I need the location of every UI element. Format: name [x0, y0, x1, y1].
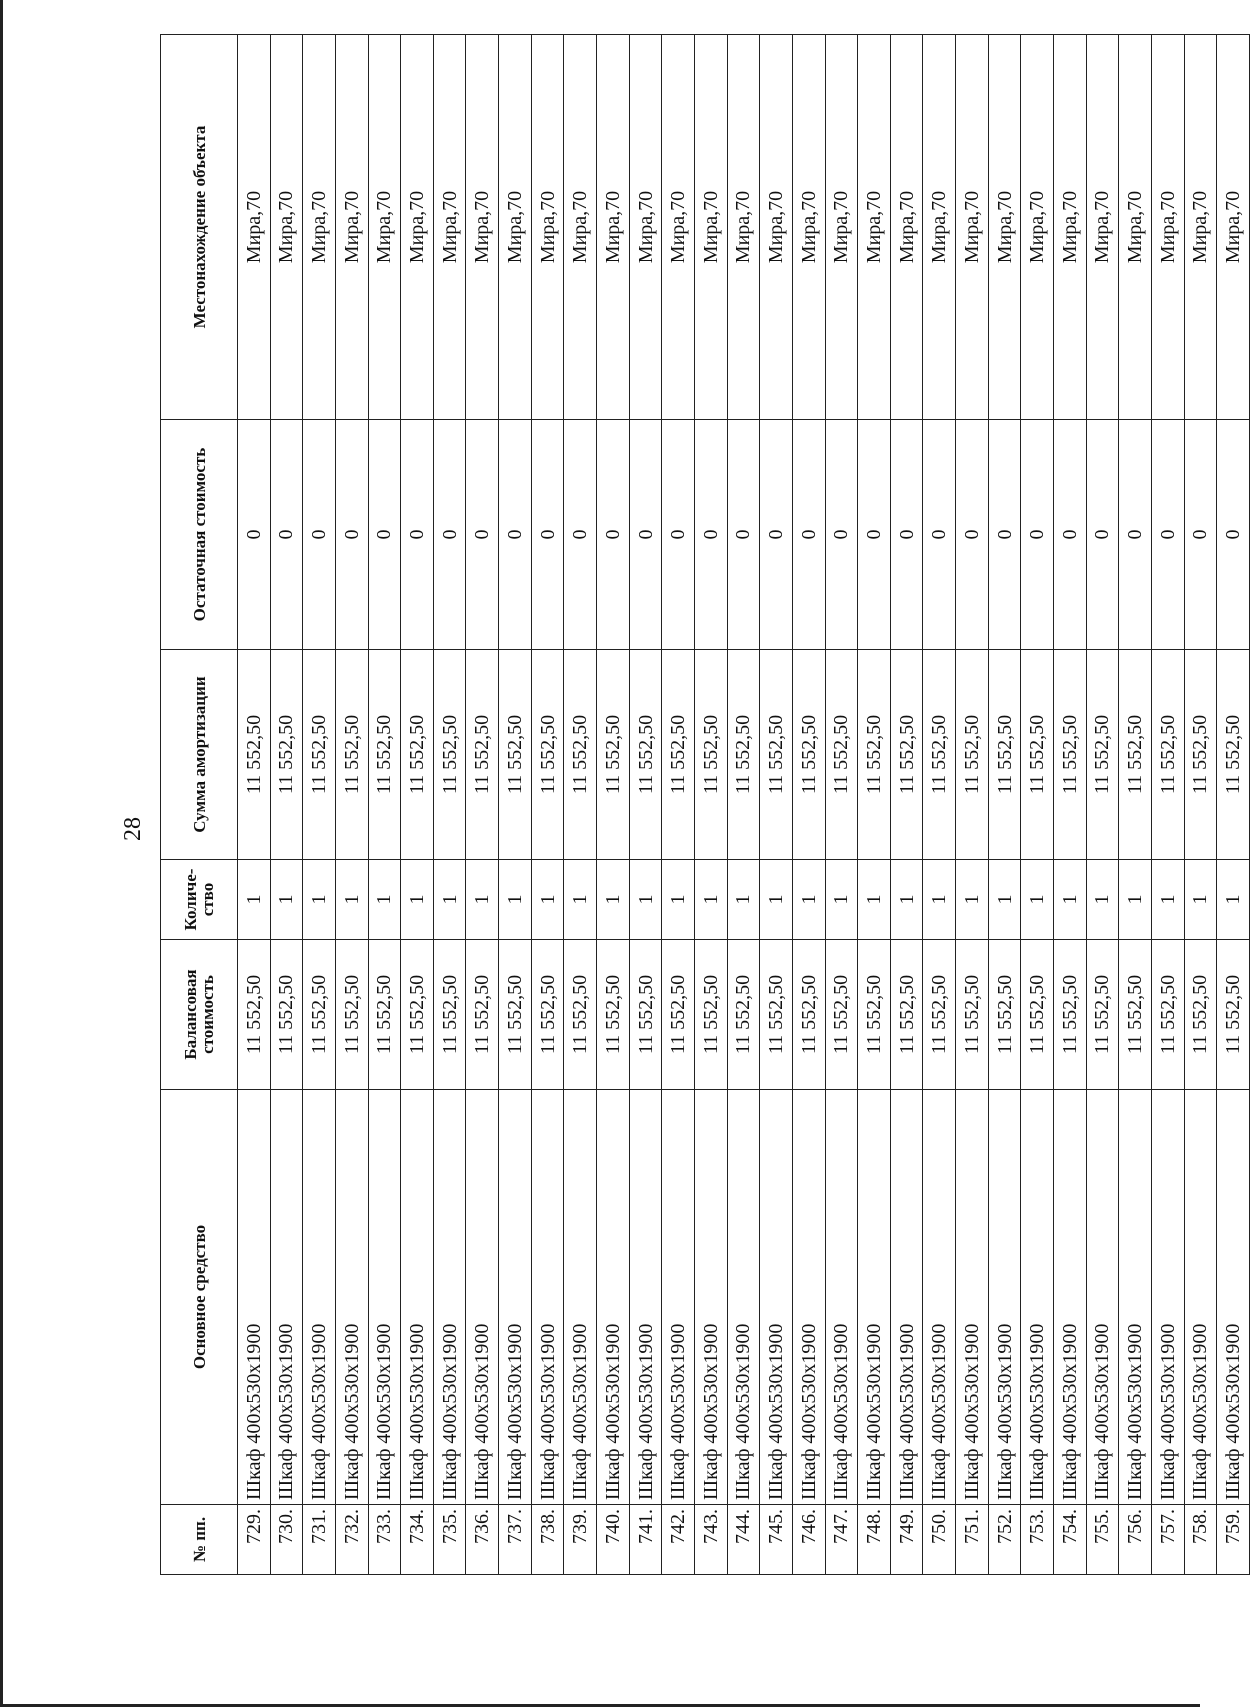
cell-residual-value: 0 [368, 420, 401, 650]
cell-number: 743. [694, 1505, 727, 1575]
cell-asset: Шкаф 400х530х1900 [466, 1090, 499, 1505]
cell-asset: Шкаф 400х530х1900 [1217, 1090, 1250, 1505]
cell-location: Мира,70 [499, 35, 532, 420]
cell-asset: Шкаф 400х530х1900 [727, 1090, 760, 1505]
table-row [303, 35, 336, 1575]
cell-asset: Шкаф 400х530х1900 [825, 1090, 858, 1505]
cell-quantity: 1 [988, 860, 1021, 940]
cell-quantity: 1 [238, 860, 271, 940]
cell-quantity: 1 [629, 860, 662, 940]
cell-location: Мира,70 [890, 35, 923, 420]
cell-quantity: 1 [1184, 860, 1217, 940]
cell-residual-value: 0 [1184, 420, 1217, 650]
cell-book-value: 11 552,50 [694, 940, 727, 1090]
cell-depreciation: 11 552,50 [662, 650, 695, 860]
cell-book-value: 11 552,50 [760, 940, 793, 1090]
cell-asset: Шкаф 400х530х1900 [531, 1090, 564, 1505]
cell-depreciation: 11 552,50 [956, 650, 989, 860]
cell-location: Мира,70 [923, 35, 956, 420]
cell-asset: Шкаф 400х530х1900 [368, 1090, 401, 1505]
cell-location: Мира,70 [564, 35, 597, 420]
table-row [1086, 35, 1119, 1575]
cell-number: 746. [792, 1505, 825, 1575]
cell-depreciation: 11 552,50 [792, 650, 825, 860]
header-depreciation: Сумма амортизации [161, 650, 238, 860]
cell-number: 731. [303, 1505, 336, 1575]
cell-location: Мира,70 [760, 35, 793, 420]
cell-book-value: 11 552,50 [629, 940, 662, 1090]
cell-depreciation: 11 552,50 [499, 650, 532, 860]
cell-number: 745. [760, 1505, 793, 1575]
cell-quantity: 1 [1119, 860, 1152, 940]
cell-depreciation: 11 552,50 [335, 650, 368, 860]
table-row [1184, 35, 1217, 1575]
table-row [1217, 35, 1250, 1575]
cell-depreciation: 11 552,50 [531, 650, 564, 860]
cell-book-value: 11 552,50 [662, 940, 695, 1090]
cell-asset: Шкаф 400х530х1900 [401, 1090, 434, 1505]
cell-asset: Шкаф 400х530х1900 [760, 1090, 793, 1505]
cell-location: Мира,70 [629, 35, 662, 420]
cell-asset: Шкаф 400х530х1900 [564, 1090, 597, 1505]
header-row [161, 35, 238, 1575]
table-row [1119, 35, 1152, 1575]
cell-depreciation: 11 552,50 [238, 650, 271, 860]
cell-depreciation: 11 552,50 [368, 650, 401, 860]
cell-book-value: 11 552,50 [433, 940, 466, 1090]
table-row [825, 35, 858, 1575]
cell-asset: Шкаф 400х530х1900 [335, 1090, 368, 1505]
cell-asset: Шкаф 400х530х1900 [303, 1090, 336, 1505]
cell-number: 739. [564, 1505, 597, 1575]
cell-residual-value: 0 [466, 420, 499, 650]
cell-asset: Шкаф 400х530х1900 [923, 1090, 956, 1505]
cell-asset: Шкаф 400х530х1900 [988, 1090, 1021, 1505]
cell-location: Мира,70 [792, 35, 825, 420]
table-body [238, 35, 1250, 1575]
cell-book-value: 11 552,50 [727, 940, 760, 1090]
cell-residual-value: 0 [335, 420, 368, 650]
cell-book-value: 11 552,50 [890, 940, 923, 1090]
cell-residual-value: 0 [401, 420, 434, 650]
cell-quantity: 1 [956, 860, 989, 940]
table-rotator [160, 35, 1250, 1575]
cell-quantity: 1 [662, 860, 695, 940]
table-row [368, 35, 401, 1575]
cell-book-value: 11 552,50 [858, 940, 891, 1090]
cell-location: Мира,70 [597, 35, 630, 420]
cell-residual-value: 0 [825, 420, 858, 650]
cell-location: Мира,70 [1054, 35, 1087, 420]
cell-residual-value: 0 [1086, 420, 1119, 650]
table-row [890, 35, 923, 1575]
cell-location: Мира,70 [1184, 35, 1217, 420]
cell-depreciation: 11 552,50 [433, 650, 466, 860]
cell-number: 758. [1184, 1505, 1217, 1575]
cell-residual-value: 0 [727, 420, 760, 650]
cell-residual-value: 0 [531, 420, 564, 650]
cell-asset: Шкаф 400х530х1900 [792, 1090, 825, 1505]
table-row [923, 35, 956, 1575]
table-row [499, 35, 532, 1575]
cell-quantity: 1 [466, 860, 499, 940]
table-row [466, 35, 499, 1575]
cell-depreciation: 11 552,50 [1151, 650, 1184, 860]
cell-book-value: 11 552,50 [825, 940, 858, 1090]
table-row [662, 35, 695, 1575]
cell-book-value: 11 552,50 [270, 940, 303, 1090]
cell-number: 734. [401, 1505, 434, 1575]
cell-asset: Шкаф 400х530х1900 [1151, 1090, 1184, 1505]
cell-number: 750. [923, 1505, 956, 1575]
cell-number: 753. [1021, 1505, 1054, 1575]
cell-quantity: 1 [890, 860, 923, 940]
cell-depreciation: 11 552,50 [564, 650, 597, 860]
cell-asset: Шкаф 400х530х1900 [499, 1090, 532, 1505]
table-row [727, 35, 760, 1575]
header-number: № пп. [161, 1505, 238, 1575]
cell-depreciation: 11 552,50 [1184, 650, 1217, 860]
cell-location: Мира,70 [1119, 35, 1152, 420]
cell-residual-value: 0 [303, 420, 336, 650]
cell-asset: Шкаф 400х530х1900 [433, 1090, 466, 1505]
cell-depreciation: 11 552,50 [923, 650, 956, 860]
cell-number: 738. [531, 1505, 564, 1575]
cell-residual-value: 0 [433, 420, 466, 650]
cell-quantity: 1 [270, 860, 303, 940]
cell-residual-value: 0 [1021, 420, 1054, 650]
cell-residual-value: 0 [564, 420, 597, 650]
cell-book-value: 11 552,50 [1217, 940, 1250, 1090]
header-quantity: Количе-ство [161, 860, 238, 940]
cell-residual-value: 0 [629, 420, 662, 650]
cell-depreciation: 11 552,50 [401, 650, 434, 860]
table-row [238, 35, 271, 1575]
cell-book-value: 11 552,50 [1086, 940, 1119, 1090]
cell-depreciation: 11 552,50 [760, 650, 793, 860]
cell-location: Мира,70 [433, 35, 466, 420]
cell-number: 759. [1217, 1505, 1250, 1575]
cell-book-value: 11 552,50 [597, 940, 630, 1090]
cell-residual-value: 0 [238, 420, 271, 650]
cell-quantity: 1 [825, 860, 858, 940]
cell-quantity: 1 [1054, 860, 1087, 940]
cell-book-value: 11 552,50 [499, 940, 532, 1090]
cell-depreciation: 11 552,50 [1021, 650, 1054, 860]
cell-number: 729. [238, 1505, 271, 1575]
cell-residual-value: 0 [760, 420, 793, 650]
cell-book-value: 11 552,50 [1054, 940, 1087, 1090]
cell-location: Мира,70 [727, 35, 760, 420]
cell-quantity: 1 [401, 860, 434, 940]
cell-depreciation: 11 552,50 [890, 650, 923, 860]
table-row [760, 35, 793, 1575]
cell-location: Мира,70 [1217, 35, 1250, 420]
cell-residual-value: 0 [956, 420, 989, 650]
table-row [270, 35, 303, 1575]
table-row [335, 35, 368, 1575]
cell-quantity: 1 [1021, 860, 1054, 940]
cell-book-value: 11 552,50 [335, 940, 368, 1090]
cell-number: 737. [499, 1505, 532, 1575]
cell-residual-value: 0 [890, 420, 923, 650]
cell-location: Мира,70 [956, 35, 989, 420]
cell-quantity: 1 [335, 860, 368, 940]
table-row [858, 35, 891, 1575]
cell-residual-value: 0 [597, 420, 630, 650]
cell-number: 754. [1054, 1505, 1087, 1575]
cell-depreciation: 11 552,50 [1086, 650, 1119, 860]
cell-number: 751. [956, 1505, 989, 1575]
cell-number: 741. [629, 1505, 662, 1575]
cell-depreciation: 11 552,50 [1119, 650, 1152, 860]
table-row [401, 35, 434, 1575]
cell-number: 732. [335, 1505, 368, 1575]
cell-asset: Шкаф 400х530х1900 [1054, 1090, 1087, 1505]
cell-book-value: 11 552,50 [1021, 940, 1054, 1090]
cell-location: Мира,70 [270, 35, 303, 420]
cell-asset: Шкаф 400х530х1900 [956, 1090, 989, 1505]
cell-asset: Шкаф 400х530х1900 [1021, 1090, 1054, 1505]
cell-location: Мира,70 [825, 35, 858, 420]
table-row [1054, 35, 1087, 1575]
cell-quantity: 1 [1151, 860, 1184, 940]
table-row [433, 35, 466, 1575]
cell-quantity: 1 [792, 860, 825, 940]
cell-quantity: 1 [923, 860, 956, 940]
cell-residual-value: 0 [1217, 420, 1250, 650]
page-number: 28 [120, 817, 146, 841]
table-row [564, 35, 597, 1575]
cell-asset: Шкаф 400х530х1900 [662, 1090, 695, 1505]
header-book-value: Балансовая стоимость [161, 940, 238, 1090]
cell-book-value: 11 552,50 [988, 940, 1021, 1090]
cell-depreciation: 11 552,50 [1054, 650, 1087, 860]
cell-depreciation: 11 552,50 [858, 650, 891, 860]
cell-number: 742. [662, 1505, 695, 1575]
cell-asset: Шкаф 400х530х1900 [1119, 1090, 1152, 1505]
cell-number: 756. [1119, 1505, 1152, 1575]
cell-number: 733. [368, 1505, 401, 1575]
cell-depreciation: 11 552,50 [466, 650, 499, 860]
cell-depreciation: 11 552,50 [629, 650, 662, 860]
cell-location: Мира,70 [401, 35, 434, 420]
table-row [988, 35, 1021, 1575]
cell-quantity: 1 [531, 860, 564, 940]
cell-location: Мира,70 [335, 35, 368, 420]
table-row [792, 35, 825, 1575]
cell-depreciation: 11 552,50 [825, 650, 858, 860]
page-edge-left [0, 0, 3, 1707]
cell-book-value: 11 552,50 [564, 940, 597, 1090]
cell-location: Мира,70 [1086, 35, 1119, 420]
cell-residual-value: 0 [1054, 420, 1087, 650]
cell-asset: Шкаф 400х530х1900 [858, 1090, 891, 1505]
cell-depreciation: 11 552,50 [694, 650, 727, 860]
cell-quantity: 1 [727, 860, 760, 940]
cell-quantity: 1 [1086, 860, 1119, 940]
cell-location: Мира,70 [1151, 35, 1184, 420]
cell-residual-value: 0 [988, 420, 1021, 650]
cell-book-value: 11 552,50 [792, 940, 825, 1090]
cell-asset: Шкаф 400х530х1900 [270, 1090, 303, 1505]
cell-book-value: 11 552,50 [1151, 940, 1184, 1090]
cell-location: Мира,70 [466, 35, 499, 420]
cell-residual-value: 0 [792, 420, 825, 650]
cell-number: 757. [1151, 1505, 1184, 1575]
cell-book-value: 11 552,50 [956, 940, 989, 1090]
cell-residual-value: 0 [858, 420, 891, 650]
cell-depreciation: 11 552,50 [303, 650, 336, 860]
cell-book-value: 11 552,50 [303, 940, 336, 1090]
cell-depreciation: 11 552,50 [597, 650, 630, 860]
table-row [531, 35, 564, 1575]
cell-quantity: 1 [564, 860, 597, 940]
cell-book-value: 11 552,50 [923, 940, 956, 1090]
cell-location: Мира,70 [531, 35, 564, 420]
cell-quantity: 1 [368, 860, 401, 940]
cell-asset: Шкаф 400х530х1900 [694, 1090, 727, 1505]
cell-location: Мира,70 [368, 35, 401, 420]
table-row [956, 35, 989, 1575]
cell-residual-value: 0 [1151, 420, 1184, 650]
header-residual-value: Остаточная стоимость [161, 420, 238, 650]
cell-depreciation: 11 552,50 [1217, 650, 1250, 860]
cell-residual-value: 0 [499, 420, 532, 650]
cell-book-value: 11 552,50 [531, 940, 564, 1090]
cell-location: Мира,70 [988, 35, 1021, 420]
asset-table [160, 34, 1250, 1575]
table-row [1021, 35, 1054, 1575]
cell-number: 749. [890, 1505, 923, 1575]
cell-quantity: 1 [303, 860, 336, 940]
cell-asset: Шкаф 400х530х1900 [238, 1090, 271, 1505]
cell-number: 755. [1086, 1505, 1119, 1575]
cell-residual-value: 0 [694, 420, 727, 650]
cell-location: Мира,70 [238, 35, 271, 420]
cell-location: Мира,70 [858, 35, 891, 420]
cell-depreciation: 11 552,50 [727, 650, 760, 860]
cell-asset: Шкаф 400х530х1900 [1184, 1090, 1217, 1505]
cell-asset: Шкаф 400х530х1900 [890, 1090, 923, 1505]
cell-quantity: 1 [597, 860, 630, 940]
cell-depreciation: 11 552,50 [988, 650, 1021, 860]
cell-quantity: 1 [760, 860, 793, 940]
cell-depreciation: 11 552,50 [270, 650, 303, 860]
table-head [161, 35, 238, 1575]
cell-location: Мира,70 [694, 35, 727, 420]
cell-quantity: 1 [1217, 860, 1250, 940]
header-location: Местонахождение объекта [161, 35, 238, 420]
cell-number: 736. [466, 1505, 499, 1575]
cell-book-value: 11 552,50 [1184, 940, 1217, 1090]
cell-number: 747. [825, 1505, 858, 1575]
cell-number: 735. [433, 1505, 466, 1575]
cell-asset: Шкаф 400х530х1900 [1086, 1090, 1119, 1505]
cell-location: Мира,70 [662, 35, 695, 420]
cell-residual-value: 0 [1119, 420, 1152, 650]
cell-book-value: 11 552,50 [238, 940, 271, 1090]
cell-number: 740. [597, 1505, 630, 1575]
table-row [694, 35, 727, 1575]
cell-residual-value: 0 [923, 420, 956, 650]
cell-asset: Шкаф 400х530х1900 [629, 1090, 662, 1505]
cell-number: 748. [858, 1505, 891, 1575]
cell-location: Мира,70 [303, 35, 336, 420]
cell-book-value: 11 552,50 [1119, 940, 1152, 1090]
table-row [597, 35, 630, 1575]
cell-residual-value: 0 [270, 420, 303, 650]
table-row [1151, 35, 1184, 1575]
cell-location: Мира,70 [1021, 35, 1054, 420]
cell-quantity: 1 [433, 860, 466, 940]
cell-quantity: 1 [858, 860, 891, 940]
header-asset: Основное средство [161, 1090, 238, 1505]
cell-quantity: 1 [694, 860, 727, 940]
cell-quantity: 1 [499, 860, 532, 940]
cell-number: 752. [988, 1505, 1021, 1575]
cell-residual-value: 0 [662, 420, 695, 650]
table-row [629, 35, 662, 1575]
cell-book-value: 11 552,50 [368, 940, 401, 1090]
cell-number: 730. [270, 1505, 303, 1575]
cell-book-value: 11 552,50 [401, 940, 434, 1090]
cell-book-value: 11 552,50 [466, 940, 499, 1090]
cell-asset: Шкаф 400х530х1900 [597, 1090, 630, 1505]
cell-number: 744. [727, 1505, 760, 1575]
